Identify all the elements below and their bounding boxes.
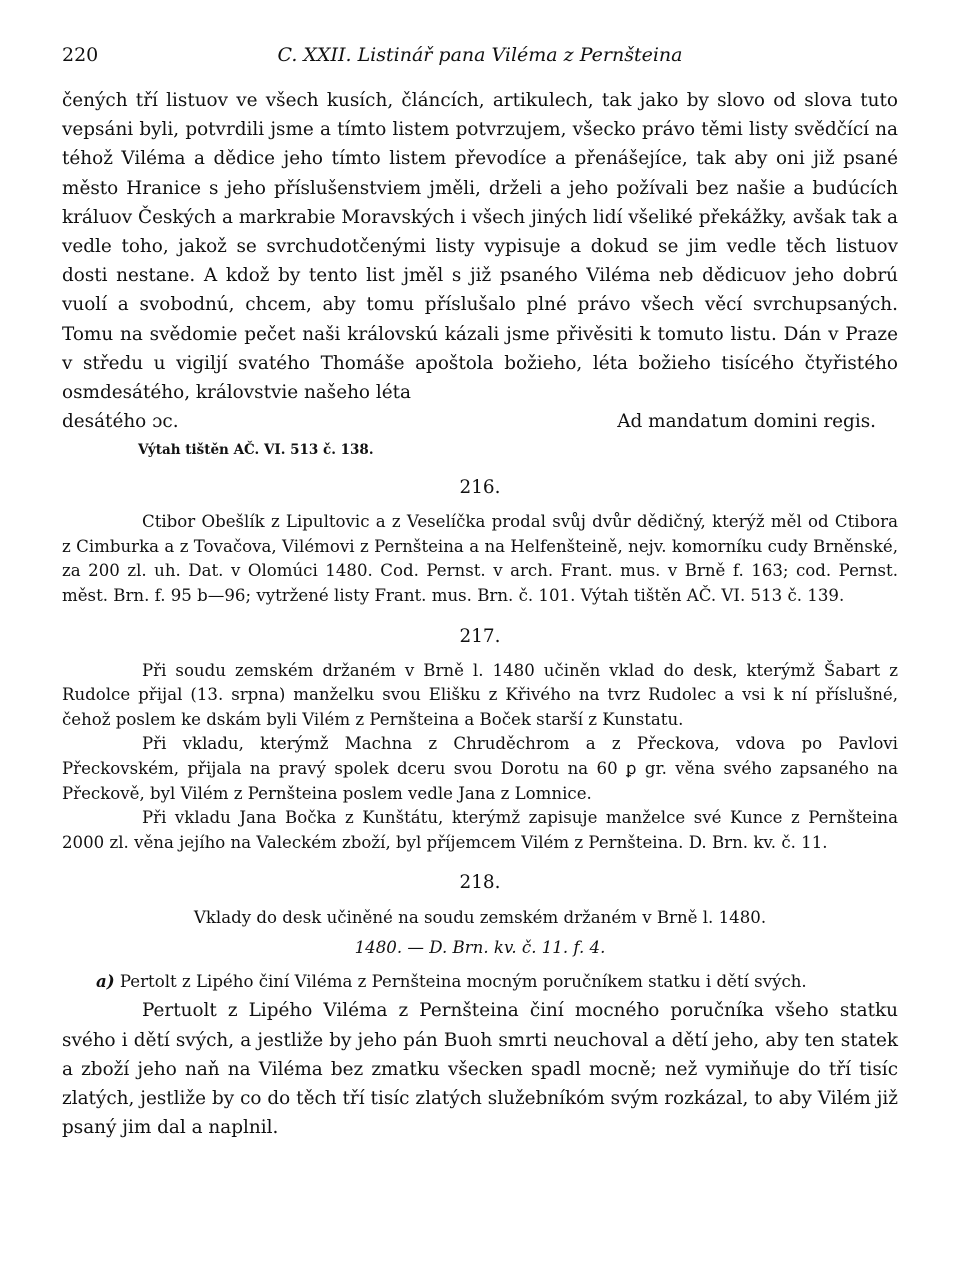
regest-216: Ctibor Obešlík z Lipultovic a z Veselíčka prodal svůj dvůr dědičný, kterýž měl od Ctibora z Cimburka a z Tovačova, Vilémovi z Pernšteina a na Helfenšteině, nejv. komorníku cudy Brněnské, za 200 zl. uh. Dat. v Olomúci 1480. Cod. Pernst. v arch. Frant. mus. v Brně f. 163; cod. Pernst. měst. Brn. f. 95 b—96; vytržené listy Frant. mus. Brn. č. 101. Výtah tištěn AČ. VI. 513 č. 139.: [62, 512, 898, 606]
document-page: [62, 40, 898, 1142]
document-title-218: Vklady do desk učiněné na soudu zemském držaném v Brně l. 1480.: [193, 908, 767, 928]
subsection-title: Pertolt z Lipého činí Viléma z Pernšteina mocným poručníkem statku i dětí svých.: [119, 972, 807, 992]
page-number: 220: [62, 44, 99, 66]
regest-217-paragraph: Při soudu zemském držaném v Brně l. 1480 učiněn vklad do desk, kterýmž Šabart z Rudolce přijal (13. srpna) manželku svou Elišku z Křivého na tvrz Rudolec a vsi k ní příslušné, čehož poslem ke dskám byli Vilém z Pernšteina a Boček starší z Kunstatu.: [62, 660, 898, 729]
subsection-marker: a): [96, 971, 115, 992]
running-title: C. XXII. Listinář pana Viléma z Pernšteina: [277, 44, 683, 66]
chancery-note: Ad mandatum domini regis.: [617, 411, 876, 433]
document-number-218: 218.: [459, 872, 501, 894]
closing-line: [62, 407, 898, 436]
opening-paragraph: čených tří listuov ve všech kusích, článcích, artikulech, tak jako by slovo od slova tuto vepsáni byli, potvrdili jsme a tímto listem potvrzujem, všecko právo těmi listy svědčící na téhož Viléma a dědice jeho tímto listem převodíce a přenášejíce, tak aby oni již psané město Hranice s jeho příslušenstviem jměli, drželi a jeho požívali bez našie a budúcích králuov Českých a markrabie Moravských i všech jiných lidí všeliké překážky, avšak tak a vedle toho, jakož se svrchudotčenými listy vypisuje a dokud se jim vedle těch listuov dosti nestane. A kdož by tento list jměl s již psaného Viléma neb dědicuov jeho dobrú vuolí a svobodnú, chcem, aby tomu příslušalo plné právo všech věcí svrchupsaných. Tomu na svědomie pečet naši královskú kázali jsme přivěsiti k tomuto listu. Dán v Praze v středu u vigiljí svatého Thomáše apoštola božieho, léta božieho tisícého čtyřistého osmdesátého, královstvie našeho léta: [62, 90, 898, 404]
document-number-216: 216.: [459, 477, 501, 499]
document-body-218: Pertuolt z Lipého Viléma z Pernšteina činí mocného poručníka všeho statku svého i dětí svých, a jestliže by jeho pán Buoh smrti neuchoval a dětí jeho, aby ten statek a zboží jeho naň na Viléma bez zmatku všecken spadl mocně; než vymiňuje do tří tisíc zlatých, jestliže by co do těch tří tisíc zlatých služebníkóm svým rozkázal, to aby Vilém již psaný jim dal a naplnil.: [62, 1000, 898, 1139]
regest-217-paragraph: Při vkladu, kterýmž Machna z Chruděchrom a z Přeckova, vdova po Pavlovi Přeckovském, přijala na pravý spolek dceru svou Dorotu na 60 ꝑ gr. věna svého zapsaného na Přeckově, byl Vilém z Pernšteina poslem vedle Jana z Lomnice.: [62, 734, 898, 803]
document-source-218: 1480. — D. Brn. kv. č. 11. f. 4.: [354, 938, 606, 958]
running-head: [62, 40, 898, 74]
regest-217-paragraph: Při vkladu Jana Bočka z Kunštátu, kterýmž zapisuje manželce své Kunce z Pernšteina 2000 zl. věna jejího na Valeckém zboží, byl příjemcem Vilém z Pernšteina. D. Brn. kv. č. 11.: [62, 808, 898, 852]
document-number-217: 217.: [459, 625, 501, 647]
closing-date-end: desátého ɔc.: [62, 411, 179, 433]
source-note: Výtah tištěn AČ. VI. 513 č. 138.: [138, 442, 374, 459]
subsection-heading: [62, 967, 898, 996]
